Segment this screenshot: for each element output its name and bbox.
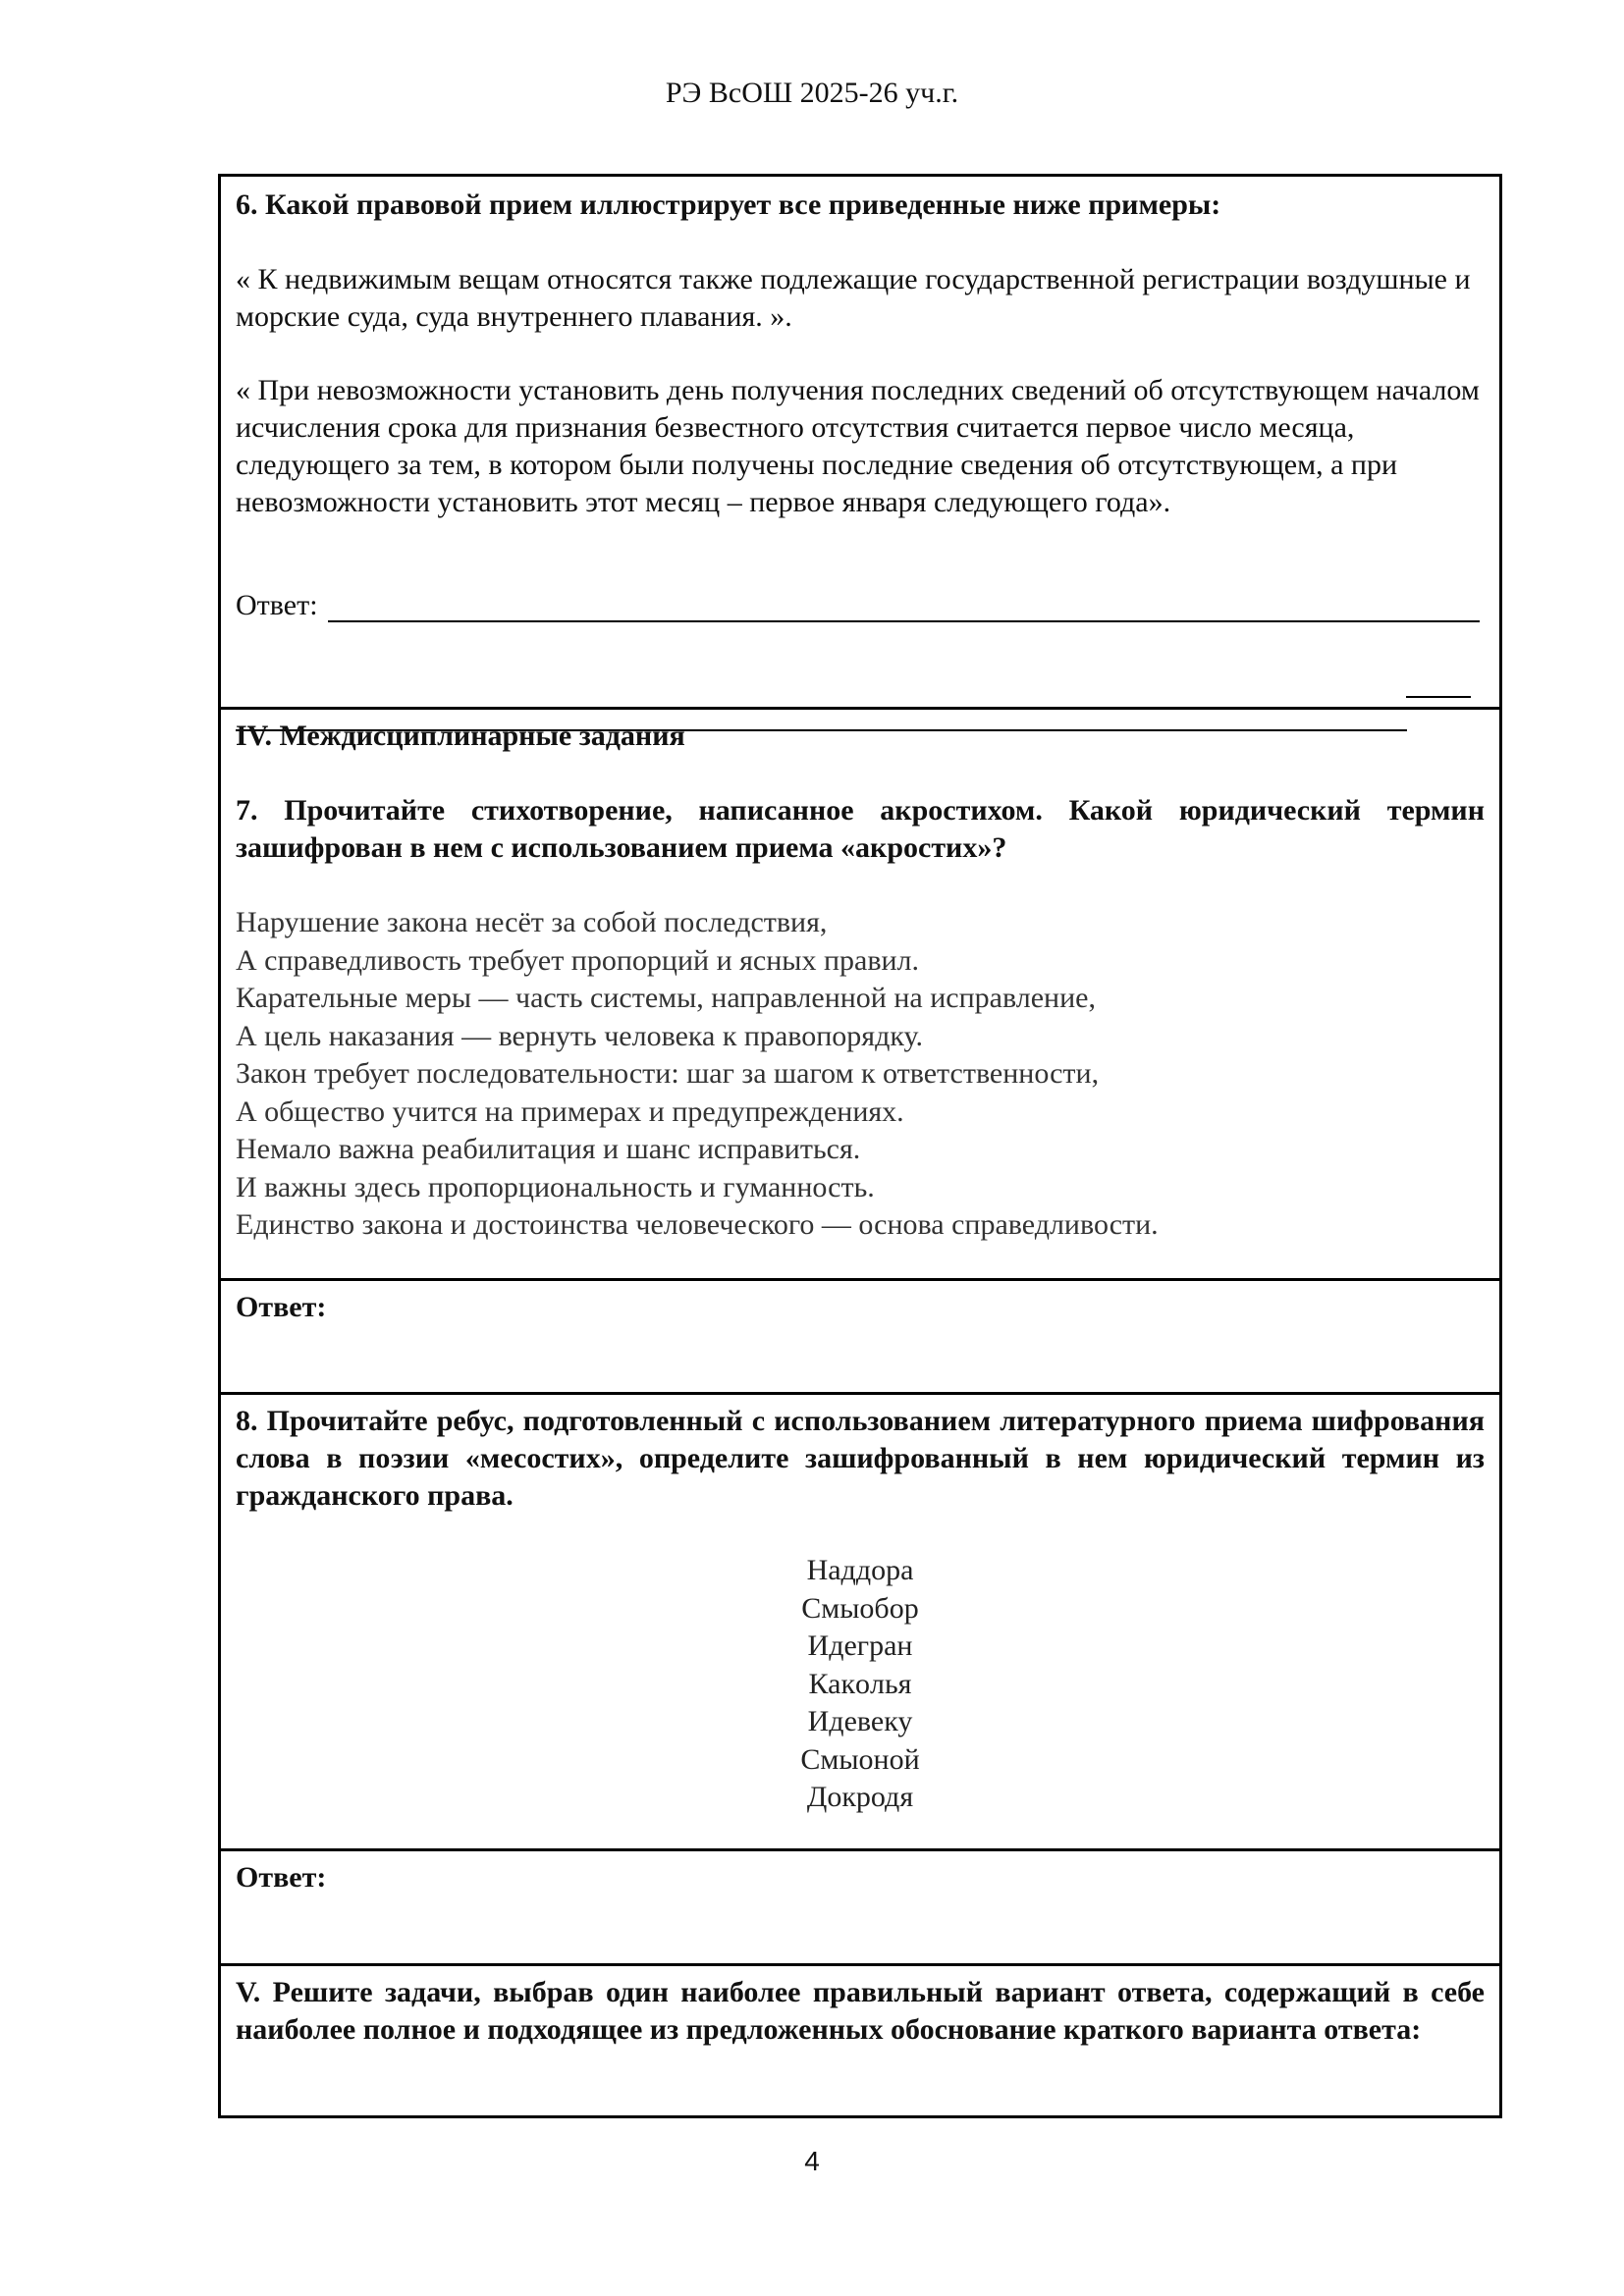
section-4-title: IV. Междисциплинарные задания bbox=[236, 720, 685, 752]
poem-line: Карательные меры — часть системы, направленной на исправление, bbox=[236, 982, 1096, 1014]
rebus-line: Докродя bbox=[806, 1781, 914, 1813]
rebus-line: Идевеку bbox=[807, 1705, 913, 1737]
section-5-cell bbox=[221, 1966, 1499, 2115]
answer-line[interactable] bbox=[1406, 696, 1471, 698]
acrostic-poem bbox=[236, 904, 1485, 1245]
page-number: 4 bbox=[804, 2146, 820, 2176]
poem-line: А справедливость требует пропорций и ясных правил. bbox=[236, 943, 920, 977]
poem-line: А общество учится на примерах и предупреждениях. bbox=[236, 1095, 904, 1128]
section-5-title: V. Решите задачи, выбрав один наиболее правильный вариант ответа, содержащий в себе наиболее полное и подходящее из предложенных обоснование краткого варианта ответа: bbox=[236, 1976, 1485, 2046]
rebus-line: Наддора bbox=[806, 1554, 914, 1586]
task-table bbox=[218, 174, 1502, 2118]
rebus-line: Идегран bbox=[807, 1629, 913, 1662]
task-8-cell bbox=[221, 1395, 1499, 1851]
task-6-cell bbox=[221, 177, 1499, 710]
page-header: РЭ ВсОШ 2025-26 уч.г. bbox=[665, 77, 959, 109]
answer-line[interactable] bbox=[328, 620, 1480, 622]
task-8-question: 8. Прочитайте ребус, подготовленный с использованием литературного приема шифрования слова в поэзии «месостих», определите зашифрованный в нем юридический термин из гражданского права. bbox=[236, 1405, 1485, 1512]
task-6-title: 6. Какой правовой прием иллюстрирует все приведенные ниже примеры: bbox=[236, 188, 1221, 221]
task-7-cell bbox=[221, 710, 1499, 1281]
task-6-quote-2: « При невозможности установить день получения последних сведений об отсутствующем началом исчисления срока для признания безвестного отсутствия считается первое число месяца, следующего за тем, в котором были получены последние сведения об отсутствующем, а при невозможности установить этот месяц – первое января следующего года». bbox=[236, 374, 1480, 518]
task-6-answer-label: Ответ: bbox=[236, 589, 318, 621]
task-6-answer-area[interactable] bbox=[236, 587, 1485, 624]
poem-line: А цель наказания — вернуть человека к правопорядку. bbox=[236, 1019, 924, 1052]
poem-line: Единство закона и достоинства человеческого — основа справедливости. bbox=[236, 1208, 1159, 1241]
poem-line: Закон требует последовательности: шаг за шагом к ответственности, bbox=[236, 1057, 1100, 1090]
poem-line: Нарушение закона несёт за собой последствия, bbox=[236, 906, 828, 938]
mesostich-rebus bbox=[236, 1552, 1485, 1817]
task-6-quote-1: « К недвижимым вещам относятся также подлежащие государственной регистрации воздушные и морские суда, суда внутреннего плавания. ». bbox=[236, 263, 1471, 333]
poem-line: Немало важна реабилитация и шанс исправиться. bbox=[236, 1133, 861, 1165]
task-7-answer-cell[interactable] bbox=[221, 1281, 1499, 1395]
rebus-line: Смыобор bbox=[801, 1591, 919, 1625]
rebus-line: Какoлья bbox=[808, 1667, 912, 1700]
task-7-answer-label: Ответ: bbox=[236, 1291, 327, 1323]
task-7-question: 7. Прочитайте стихотворение, написанное акростихом. Какой юридический термин зашифрован в нем с использованием приема «акростих»? bbox=[236, 794, 1485, 864]
poem-line: И важны здесь пропорциональность и гуманность. bbox=[236, 1170, 875, 1203]
rebus-line: Смыоной bbox=[800, 1742, 920, 1776]
task-8-answer-cell[interactable] bbox=[221, 1851, 1499, 1966]
task-8-answer-label: Ответ: bbox=[236, 1861, 327, 1894]
